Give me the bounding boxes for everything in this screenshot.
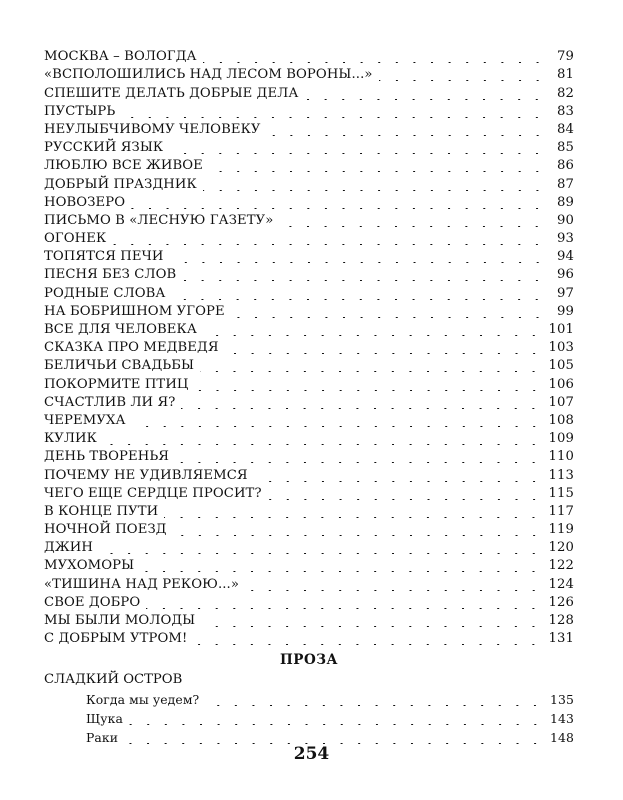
toc-entry-title: ДЖИН [44,540,93,556]
toc-entry [44,357,574,375]
toc-entry-page: 109 [548,431,574,447]
dot-leader [121,117,546,118]
toc-entry-title: «ВСПОЛОШИЛИСЬ НАД ЛЕСОМ ВОРОНЫ...» [44,67,373,83]
toc-entry-title: ЛЮБЛЮ ВСЕ ЖИВОЕ [44,158,203,174]
toc-entry-title: Щука [86,711,123,727]
toc-entry-title: ДЕНЬ ТВОРЕНЬЯ [44,449,170,465]
toc-entry-title: ВСЕ ДЛЯ ЧЕЛОВЕКА [44,322,197,337]
toc-entry-title: РУССКИЙ ЯЗЫК [44,140,164,156]
toc-entry-title: ПОКОРМИТЕ ПТИЦ [44,376,189,392]
toc-entry [44,266,574,284]
dot-leader [304,99,546,100]
toc-entry [44,394,574,412]
toc-entry-page: 85 [557,140,574,156]
toc-entry-title: ТОПЯТСЯ ПЕЧИ [44,249,164,265]
toc-entry-title: В КОНЦЕ ПУТИ [44,503,159,519]
toc-entry [44,230,574,248]
toc-entry-page: 87 [557,176,574,192]
toc-entry-title: СКАЗКА ПРО МЕДВЕДЯ [44,340,219,356]
toc-entry [44,690,574,709]
toc-entry-page: 86 [557,158,574,174]
dot-leader [201,626,542,627]
toc-entry [44,575,574,593]
dot-leader [164,517,542,518]
toc-entry [44,157,574,175]
subsection-title: СЛАДКИЙ ОСТРОВ [44,672,183,688]
dot-leader [173,535,543,536]
toc-entry [44,557,574,575]
dot-leader [225,353,543,354]
dot-leader [169,153,546,154]
toc-entry-page: 101 [548,322,574,337]
toc-entry [44,175,574,193]
dot-leader [200,371,542,372]
toc-entries [44,48,574,648]
dot-leader [103,444,543,445]
dot-leader [203,190,546,191]
toc-entry [44,430,574,448]
toc-entry [44,466,574,484]
toc-entry [44,594,574,612]
toc-entry-title: МУХОМОРЫ [44,558,135,574]
toc-entry-title: СПЕШИТЕ ДЕЛАТЬ ДОБРЫЕ ДЕЛА [44,85,299,101]
toc-entry [44,321,574,339]
dot-leader [195,390,543,391]
toc-entry-page: 93 [557,231,574,247]
toc-entry-page: 82 [557,85,574,101]
toc-entry-page: 89 [557,194,574,210]
toc-entry [44,630,574,648]
toc-entry-title: НЕУЛЫБЧИВОМУ ЧЕЛОВЕКУ [44,121,261,137]
toc-entry-page: 110 [548,449,574,465]
dot-leader [193,644,542,645]
toc-entry-page: 84 [557,121,574,137]
dot-leader [182,280,546,281]
dot-leader [379,80,546,81]
toc-entry-title: МЫ БЫЛИ МОЛОДЫ [44,613,196,628]
toc-entry [44,709,574,728]
toc-entry-title: КУЛИК [44,431,97,447]
toc-entry-title: СВОЕ ДОБРО [44,594,141,610]
dot-leader [132,426,543,427]
toc-entry [44,539,574,557]
toc-entry-title: ЧЕРЕМУХА [44,412,126,428]
toc-entry [44,194,574,212]
toc-entry-title: Когда мы уедем? [86,692,200,708]
toc-entry-page: 106 [548,376,574,392]
dot-leader [254,481,543,482]
toc-entry-page: 128 [548,613,574,628]
toc-entry [44,521,574,539]
toc-entry-page: 105 [548,358,574,374]
toc-entry [44,66,574,84]
toc-entry-title: ДОБРЫЙ ПРАЗДНИК [44,176,197,192]
dot-leader [205,705,544,706]
toc-entry-title: Раки [86,730,119,746]
dot-leader [267,135,546,136]
toc-entry [44,485,574,503]
dot-leader [140,571,542,572]
toc-entry-page: 90 [557,212,574,228]
dot-leader [146,608,542,609]
toc-entry [44,284,574,302]
toc-entry-page: 108 [548,412,574,428]
toc-entry-title: ЧЕГО ЕЩЕ СЕРДЦЕ ПРОСИТ? [44,485,262,501]
dot-leader [279,226,546,227]
dot-leader [131,208,546,209]
toc-entry-title: СЧАСТЛИВ ЛИ Я? [44,394,176,410]
toc-entry [44,448,574,466]
dot-leader [231,317,546,318]
dot-leader [203,335,543,336]
toc-entry-title: БЕЛИЧЬИ СВАДЬБЫ [44,358,195,374]
toc-entry [44,375,574,393]
toc-entry-page: 126 [548,594,574,610]
toc-entry-page: 117 [548,503,574,519]
toc-entry-page: 83 [557,103,574,119]
table-of-contents [44,48,574,747]
toc-entry-page: 97 [557,285,574,301]
toc-entry-page: 96 [557,267,574,283]
dot-leader [181,408,542,409]
dot-leader [171,299,546,300]
toc-entry-page: 131 [548,631,574,647]
toc-entry-page: 94 [557,249,574,265]
dot-leader [245,590,543,591]
toc-entry-title: ПУСТЫРЬ [44,103,116,119]
dot-leader [203,62,546,63]
toc-entry [44,248,574,266]
toc-entry [44,48,574,66]
toc-entry-page: 107 [548,394,574,410]
toc-entry-page: 99 [557,303,574,319]
toc-entry-title: НОЧНОЙ ПОЕЗД [44,522,167,538]
toc-entry-page: 124 [548,576,574,592]
page-number: 254 [293,744,330,764]
toc-entry-page: 122 [548,558,574,574]
toc-entry-page: 79 [557,49,574,65]
toc-entry-page: 115 [548,485,574,501]
toc-entry [44,139,574,157]
toc-entry [44,612,574,630]
toc-entry-page: 119 [548,522,574,538]
toc-entry [44,303,574,321]
toc-entry [44,503,574,521]
toc-entry-page: 81 [557,67,574,83]
toc-entry-title: С ДОБРЫМ УТРОМ! [44,631,188,647]
dot-leader [170,262,546,263]
toc-entry-page: 148 [550,730,574,746]
section-heading: ПРОЗА [280,652,338,669]
toc-entry-title: РОДНЫЕ СЛОВА [44,285,166,301]
dot-leader [99,553,543,554]
toc-entry [44,339,574,357]
toc-entry-title: ПИСЬМО В «ЛЕСНУЮ ГАЗЕТУ» [44,212,274,228]
dot-leader [112,244,546,245]
toc-entry-page: 135 [550,692,574,708]
toc-entry [44,84,574,102]
dot-leader [129,724,544,725]
toc-entry-title: ПЕСНЯ БЕЗ СЛОВ [44,267,177,283]
toc-subentries [44,690,574,747]
toc-entry-title: НОВОЗЕРО [44,194,126,210]
toc-entry [44,121,574,139]
dot-leader [175,462,542,463]
toc-entry-title: МОСКВА – ВОЛОГДА [44,49,197,65]
toc-entry-page: 103 [548,340,574,356]
toc-entry-title: «ТИШИНА НАД РЕКОЮ...» [44,576,239,592]
toc-entry-page: 120 [548,540,574,556]
toc-entry-title: ПОЧЕМУ НЕ УДИВЛЯЕМСЯ [44,467,248,483]
toc-entry-page: 143 [550,711,574,727]
dot-leader [209,171,546,172]
toc-entry-title: ОГОНЕК [44,231,107,247]
toc-entry-page: 113 [548,467,574,483]
toc-entry-title: НА БОБРИШНОМ УГОРЕ [44,303,225,319]
toc-entry [44,212,574,230]
dot-leader [268,499,543,500]
toc-entry [44,412,574,430]
toc-entry [44,103,574,121]
